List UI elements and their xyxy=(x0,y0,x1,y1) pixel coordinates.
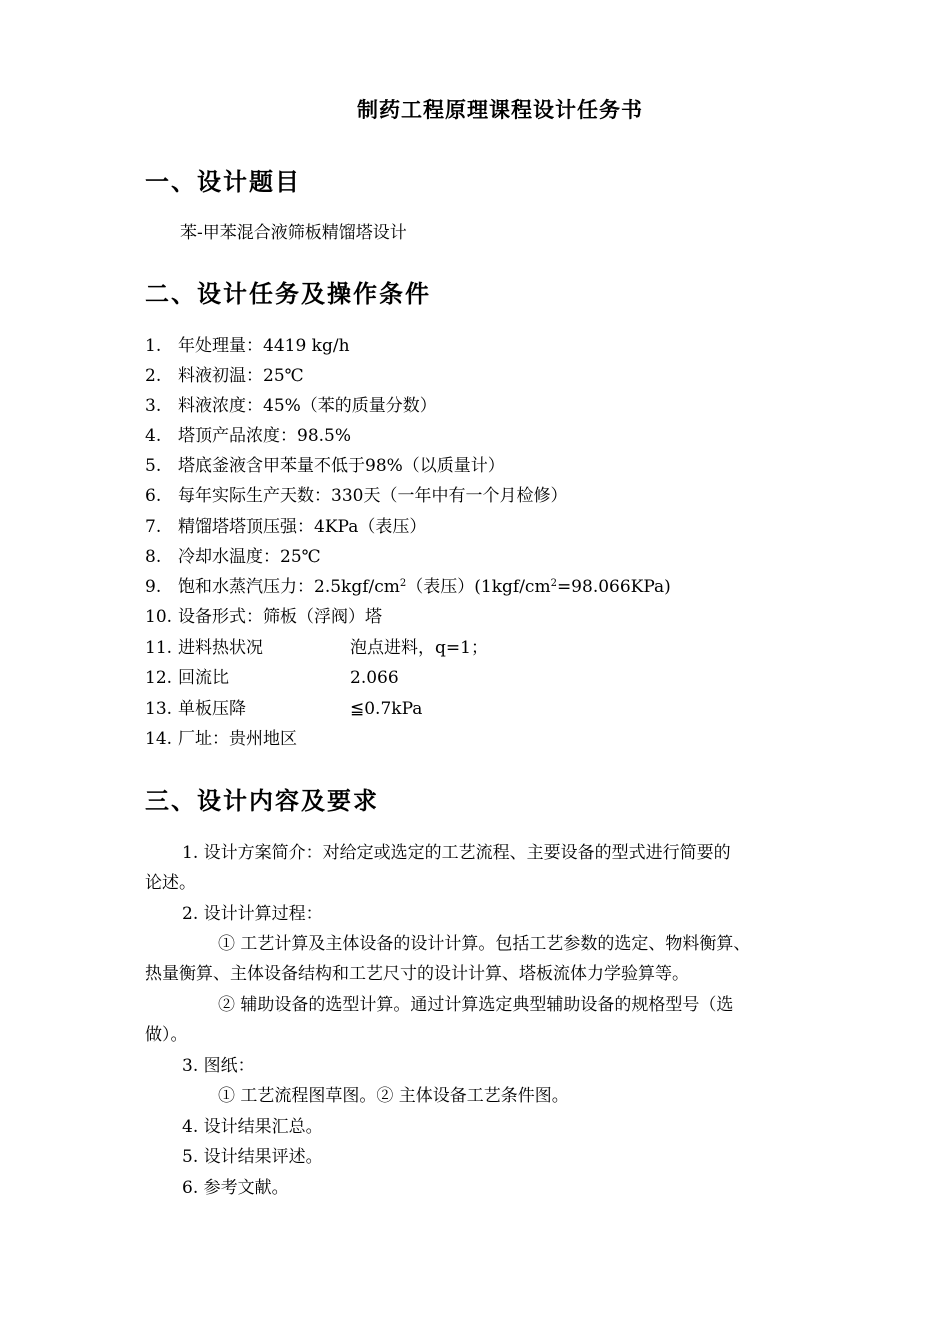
item-value: 2.066 xyxy=(350,668,399,688)
item-number: 8. xyxy=(145,547,162,567)
item-label: 回流比 xyxy=(178,668,229,688)
item-text: 塔底釜液含甲苯量不低于98%（以质量计） xyxy=(178,456,505,476)
item-number: 1. xyxy=(145,336,162,356)
requirement-line: ① 工艺计算及主体设备的设计计算。包括工艺参数的选定、物料衡算、 xyxy=(218,934,751,954)
requirement-line: 做）。 xyxy=(145,1025,188,1045)
section-heading-content-requirements: 三、设计内容及要求 xyxy=(145,787,379,815)
item-number: 7. xyxy=(145,517,162,537)
item-number: 2. xyxy=(145,366,162,386)
item-text: 料液浓度：45%（苯的质量分数） xyxy=(178,396,437,416)
requirement-line: 1. 设计方案简介：对给定或选定的工艺流程、主要设备的型式进行简要的 xyxy=(182,843,731,863)
condition-item xyxy=(145,606,382,628)
item-number: 13. xyxy=(145,699,173,719)
item-text: =98.066KPa) xyxy=(556,577,671,597)
item-label: 进料热状况 xyxy=(178,638,263,658)
superscript: 2 xyxy=(550,578,557,589)
item-number: 10. xyxy=(145,607,173,627)
item-number: 5. xyxy=(145,456,162,476)
design-topic-text: 苯-甲苯混合液筛板精馏塔设计 xyxy=(180,223,407,243)
requirement-line: 2. 设计计算过程： xyxy=(182,904,323,924)
condition-item xyxy=(145,455,505,477)
item-text: 料液初温：25℃ xyxy=(178,366,304,386)
item-number: 11. xyxy=(145,638,173,658)
item-number: 4. xyxy=(145,426,162,446)
item-text: 年处理量：4419 kg/h xyxy=(178,336,350,356)
condition-item xyxy=(145,516,426,538)
item-text: 每年实际生产天数：330天（一年中有一个月检修） xyxy=(178,486,568,506)
condition-item xyxy=(145,395,437,417)
item-text: 饱和水蒸汽压力：2.5kgf/cm xyxy=(178,577,400,597)
item-text: 精馏塔塔顶压强：4KPa（表压） xyxy=(178,517,427,537)
item-text: 冷却水温度：25℃ xyxy=(178,547,321,567)
section-heading-tasks-conditions: 二、设计任务及操作条件 xyxy=(145,280,431,308)
item-value: 泡点进料，q=1； xyxy=(350,638,488,658)
item-number: 14. xyxy=(145,729,173,749)
condition-item xyxy=(145,637,488,659)
item-number: 12. xyxy=(145,668,173,688)
item-number: 6. xyxy=(145,486,162,506)
condition-item xyxy=(145,485,567,507)
requirement-line: 6. 参考文献。 xyxy=(182,1178,289,1198)
requirement-line: 热量衡算、主体设备结构和工艺尺寸的设计计算、塔板流体力学验算等。 xyxy=(145,964,689,984)
condition-item xyxy=(145,425,351,447)
requirement-line: 3. 图纸： xyxy=(182,1056,255,1076)
condition-item xyxy=(145,546,321,568)
requirement-line: 4. 设计结果汇总。 xyxy=(182,1117,323,1137)
item-number: 9. xyxy=(145,577,162,597)
requirement-line: 5. 设计结果评述。 xyxy=(182,1147,323,1167)
item-label: 单板压降 xyxy=(178,699,246,719)
condition-item xyxy=(145,365,304,387)
item-text: 设备形式：筛板（浮阀）塔 xyxy=(178,607,382,627)
item-text: （表压）(1kgf/cm xyxy=(406,577,551,597)
condition-item xyxy=(145,335,350,357)
document-title: 制药工程原理课程设计任务书 xyxy=(357,98,643,122)
item-text: 厂址：贵州地区 xyxy=(178,729,297,749)
superscript: 2 xyxy=(399,578,407,589)
condition-item xyxy=(145,576,671,598)
condition-item xyxy=(145,728,297,750)
item-number: 3. xyxy=(145,396,162,416)
item-value: ≦0.7kPa xyxy=(350,699,423,719)
section-heading-design-topic: 一、设计题目 xyxy=(145,168,301,196)
requirement-line: ② 辅助设备的选型计算。通过计算选定典型辅助设备的规格型号（选 xyxy=(218,995,734,1015)
item-text: 塔顶产品浓度：98.5% xyxy=(178,426,352,446)
condition-item xyxy=(145,698,422,720)
requirement-line: 论述。 xyxy=(145,873,196,893)
condition-item xyxy=(145,667,399,689)
requirement-line: ① 工艺流程图草图。② 主体设备工艺条件图。 xyxy=(218,1086,569,1106)
